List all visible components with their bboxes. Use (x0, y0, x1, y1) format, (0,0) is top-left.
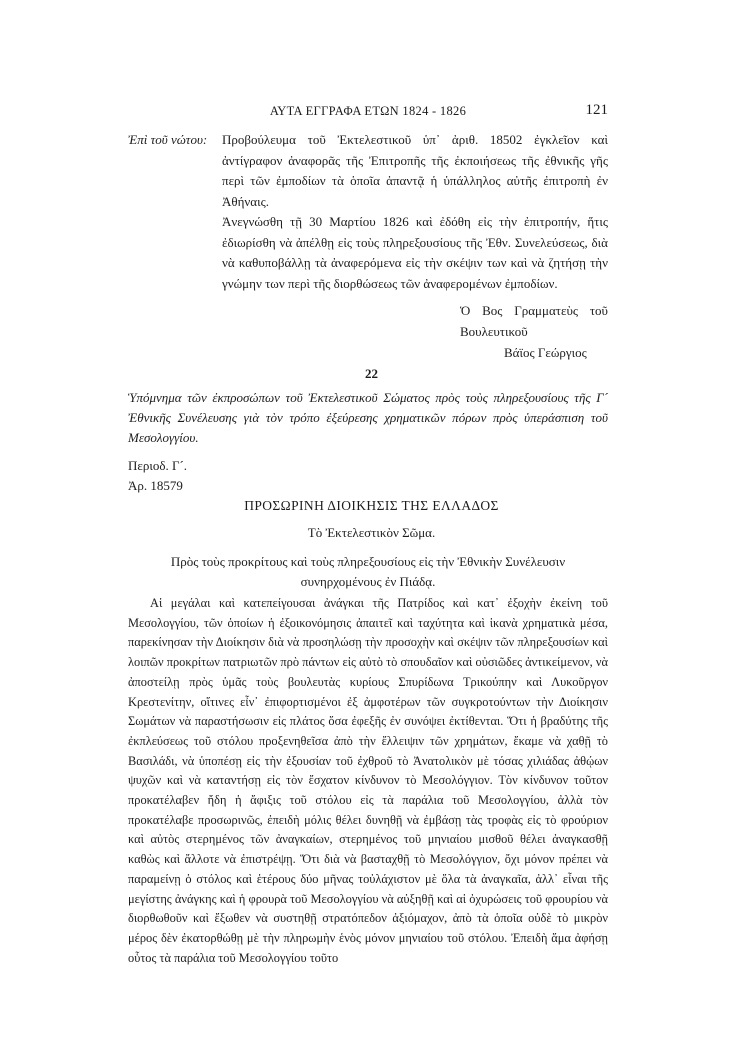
verso-paragraph: Ἀνεγνώσθη τῇ 30 Μαρτίου 1826 καὶ ἐδόθη εἰς τὴν ἐπιτροπήν, ἥτις ἐδιωρίσθη νὰ ἀπέλθῃ εἰς τοὺς πληρεξουσίους τῆς Ἐθν. Συνελεύσεως, διὰ νὰ καθυποβάλλῃ τὰ ἀναφερόμενα εἰς τὴν σκέψιν των καὶ νὰ ζητήσῃ τὴν γνώμην των περὶ τῆς διορθώσεως τῶν ἀναφερομένων ἐμποδίων. (222, 214, 608, 291)
address-line: Πρὸς τοὺς προκρίτους καὶ τοὺς πληρεξουσίους εἰς τὴν Ἐθνικὴν Συνέλευσιν συνηρχομένους ἐν Πιάδᾳ. (170, 554, 566, 589)
body-text (128, 594, 608, 968)
sub-heading: Τὸ Ἐκτελεστικὸν Σῶμα. (307, 525, 436, 540)
verso-label: Ἐπὶ τοῦ νώτου: (128, 132, 208, 147)
verso-note (128, 130, 608, 363)
archive-period: Περιοδ. Γ´. (128, 458, 188, 473)
document-number: 22 (365, 366, 378, 381)
document-title: Ὑπόμνημα τῶν ἐκπροσώπων τοῦ Ἐκτελεστικοῦ Σώματος πρὸς τοὺς πληρεξουσίους τῆς Γ´ Ἐθνικῆς Συνέλευσης γιὰ τὸν τρόπο ἐξεύρεσης χρηματικῶν πόρων πρὸς ὑπεράσπιση τοῦ Μεσολογγίου. (128, 390, 608, 445)
running-title: ΑΥΤΑ ΕΓΓΡΑΦΑ ΕΤΩΝ 1824 - 1826 (269, 104, 467, 118)
verso-paragraph: Προβούλευμα τοῦ Ἐκτελεστικοῦ ὑπ᾽ ἀριθ. 18502 ἐγκλεῖον καὶ ἀντίγραφον ἀναφορᾶς τῆς Ἐπιτροπῆς τῆς ἐκποιήσεως τῆς ἐθνικῆς γῆς περὶ τῶν ἐμποδίων τὰ ὁποῖα ἀπαντᾷ ἡ ὑπάλληλος αὐτῆς ἐπιτροπὴ ἐν Ἀθήναις. (222, 132, 608, 209)
signature-block (460, 300, 608, 363)
archive-reference (128, 456, 187, 496)
verso-body (222, 130, 608, 363)
signature-name: Βάϊος Γεώργιος (504, 345, 587, 360)
signature-title: Ὁ Βος Γραμματεὺς τοῦ Βουλευτικοῦ (460, 303, 608, 339)
main-heading: ΠΡΟΣΩΡΙΝΗ ΔΙΟΙΚΗΣΙΣ ΤΗΣ ΕΛΛΑΔΟΣ (244, 498, 499, 513)
page-number: 121 (585, 102, 608, 118)
page-header (128, 104, 608, 124)
body-paragraph: Αἱ μεγάλαι καὶ κατεπείγουσαι ἀνάγκαι τῆς Πατρίδος καὶ κατ᾽ ἐξοχὴν ἐκείνη τοῦ Μεσολογγίου, τῶν ὁποίων ἡ ἐξοικονόμησις ἀπαιτεῖ καὶ ταχύτητα καὶ ἱκανὰ χρηματικὰ μέσα, παρεκίνησαν τὴν Διοίκησιν διὰ νὰ προσηλώσῃ τὴν προσοχὴν καὶ σκέψιν τῶν πληρεξουσίων καὶ λοιπῶν προκρίτων πατριωτῶν πρὸ πάντων εἰς αὐτὸ τὸ σπουδαῖον καὶ οὐσιῶδες ἀντικείμενον, νὰ ἀποστείλῃ πρὸς ὑμᾶς τοὺς βουλευτὰς κυρίους Σπυρίδωνα Τρικούπην καὶ Λυκοῦργον Κρεστενίτην, οἵτινες εἶν᾽ ἐπιφορτισμένοι ἐξ ἀμφοτέρων τῶν συγκροτούντων τὴν Διοίκησιν Σωμάτων νὰ παραστήσωσιν εἰς πλάτος ὅσα ἐφεξῆς ἐν συνόψει ἐκτίθενται. Ὅτι ἡ βραδύτης τῆς ἐκπλεύσεως τοῦ στόλου προξενηθεῖσα ἀπὸ τὴν ἔλλειψιν τῶν χρημάτων, ἔκαμε νὰ χαθῇ τὸ Βασιλάδι, νὰ ὑποπέσῃ εἰς τὴν ἐξουσίαν τοῦ ἐχθροῦ τὸ Ἀνατολικὸν μὲ τόσας χιλιάδας ἀθῴων ψυχῶν καὶ νὰ καταντήσῃ εἰς τὸν ἔσχατον κίνδυνον τὸ Μεσολόγγιον. Τὸν κίνδυνον τοῦτον προκατέλαβεν ἤδη ἡ ἄφιξις τοῦ στόλου εἰς τὰ παράλια τοῦ Μεσολογγίου, ἀλλὰ τὸν προκατέλαβε προσωρινῶς, ἐπειδὴ μόλις θέλει δυνηθῇ νὰ ἐμβάσῃ τὰς τροφὰς εἰς τὸ φρούριον καὶ αὐτὸς στερημένος τῶν ἀναγκαίων, στερημένος τοῦ μηνιαίου μισθοῦ θέλει ἀναγκασθῇ καθὼς καὶ ἄλλοτε νὰ ἐπιστρέψῃ. Ὅτι διὰ νὰ βασταχθῇ τὸ Μεσολόγγιον, ὄχι μόνον πρέπει νὰ παραμείνῃ ὁ στόλος καὶ ἑτέρους δύο μῆνας τοὐλάχιστον μὲ ὅλα τὰ ἀναγκαῖα, ἀλλ᾽ εἶναι τῆς μεγίστης ἀνάγκης καὶ ἡ φρουρὰ τοῦ Μεσολογγίου νὰ αὐξηθῇ καὶ αἱ ὀχυρώσεις τοῦ φρουρίου νὰ διορθωθοῦν καὶ ἔξωθεν νὰ συστηθῇ στρατόπεδον ἀξιόμαχον, ἀπὸ τὰ ὁποῖα οὐδὲ τὸ μικρὸν μέρος δὲν ἐκατορθώθῃ μὲ τὴν πληρωμὴν ἑνὸς μόνον μηνιαίου τοῦ στόλου. Ἐπειδὴ ἅμα ἀφήσῃ οὗτος τὰ παράλια τοῦ Μεσολογγίου τοῦτο (128, 596, 608, 965)
archive-number: Ἀρ. 18579 (128, 478, 183, 493)
